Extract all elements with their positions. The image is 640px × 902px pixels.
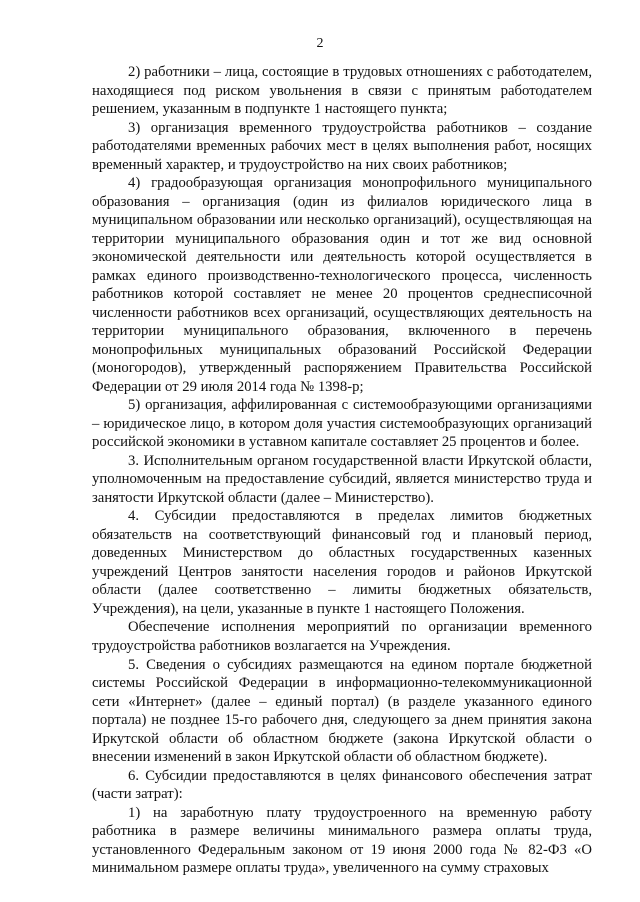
paragraph-item-3-temporary-employment: 3) организация временного трудоустройства работников – создание работодателями временных рабочих мест в целях выполнения работ, носящих временный характер, и трудоустройство на них своих работников;: [92, 119, 592, 173]
page-number: 2: [316, 36, 324, 51]
paragraph-clause-6-item-1: 1) на заработную плату трудоустроенного на временную работу работника в размере величины минимального размера оплаты труда, установленного Федеральным законом от 19 июня 2000 года № 82-ФЗ «О минимальном размере оплаты труда», увеличенного на сумму страховых: [92, 804, 592, 877]
document-body: [92, 63, 592, 878]
paragraph-clause-3: 3. Исполнительным органом государственной власти Иркутской области, уполномоченным на предоставление субсидий, является министерство труда и занятости Иркутской области (далее – Министерство).: [92, 452, 592, 506]
paragraph-item-5-affiliated-organization: 5) организация, аффилированная с системообразующими организациями – юридическое лицо, в котором доля участия системообразующих организаций российской экономики в уставном капитале составляет 25 процентов и более.: [92, 397, 592, 451]
paragraph-clause-5: 5. Сведения о субсидиях размещаются на едином портале бюджетной системы Российской Федерации в информационно-телекоммуникационной сети «Интернет» (далее – единый портал) (в разделе указанного единого портала) не позднее 15-го рабочего дня, следующего за днем принятия закона Иркутской области об областном бюджете (закона Иркутской области о внесении изменений в закон Иркутской области об областном бюджете).: [92, 656, 592, 766]
paragraph-item-2-workers: 2) работники – лица, состоящие в трудовых отношениях с работодателем, находящиеся под риском увольнения в связи с принятым работодателем решением, указанным в подпункте 1 настоящего пункта;: [92, 64, 592, 118]
paragraph-clause-6: 6. Субсидии предоставляются в целях финансового обеспечения затрат (части затрат):: [92, 767, 592, 803]
paragraph-clause-4-continuation: Обеспечение исполнения мероприятий по организации временного трудоустройства работников возлагается на Учреждения.: [92, 619, 592, 654]
paragraph-item-4-town-forming-organization: 4) градообразующая организация монопрофильного муниципального образования – организация (один из филиалов юридического лица в муниципальном образовании или несколько организаций), осуществляющая на территории муниципального образования один и тот же вид основной экономической деятельности или деятельность которой осуществляется в рамках единого производственно-технологического процесса, численность работников которой составляет не менее 20 процентов среднесписочной численности работников всех организаций, осуществляющих деятельность на территории муниципального образования, включенного в перечень монопрофильных муниципальных образований Российской Федерации (моногородов), утвержденный распоряжением Правительства Российской Федерации от 29 июля 2014 года № 1398-р;: [92, 175, 592, 395]
paragraph-clause-4: 4. Субсидии предоставляются в пределах лимитов бюджетных обязательств на соответствующий финансовый год и плановый период, доведенных Министерством до областных государственных казенных учреждений Центров занятости населения городов и районов Иркутской области (далее соответственно – лимиты бюджетных обязательств, Учреждения), на цели, указанные в пункте 1 настоящего Положения.: [92, 508, 592, 617]
